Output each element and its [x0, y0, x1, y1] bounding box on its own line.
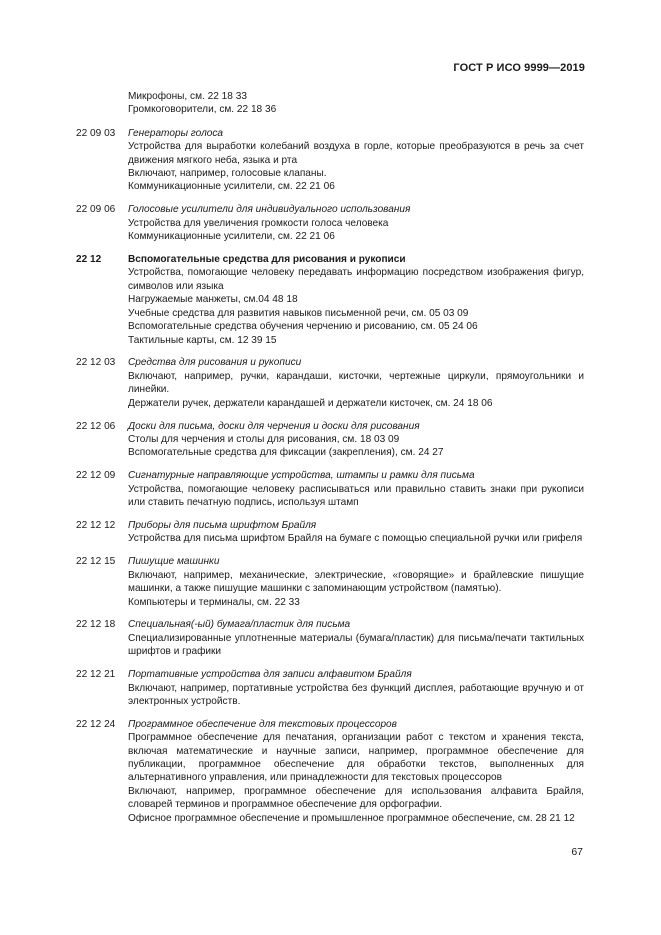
entry-text: Программное обеспечение для печатания, организации работ с текстом и хранения текста, включая математические и научные записи, например, программное обеспечение для публикации, программное обеспечение для обработки текстов, выполненных для альтернативного управления, или принадлежности для текстовых процессоров [128, 732, 584, 784]
continuation-lines [128, 90, 584, 117]
entry-text: Специализированные уплотненные материалы (бумага/пластик) для письма/печати тактильных шрифтов и графики [128, 632, 584, 658]
entry-text: Устройства, помогающие человеку расписываться или правильно ставить знаки при рукописи или ставить печатную подпись, используя штамп [128, 483, 584, 509]
entry-title: Голосовые усилители для индивидуального использования [128, 204, 411, 216]
entry-code: 22 12 15 [76, 556, 116, 568]
section-entry [76, 253, 584, 347]
entry-text: Вспомогательные средства для фиксации (закрепления), см. 24 27 [128, 447, 444, 459]
continuation-entry [76, 90, 584, 117]
document-body [76, 90, 584, 835]
entry-code: 22 12 09 [76, 470, 116, 482]
entry-text: Устройства, помогающие человеку передавать информацию посредством изображения фигур, символов или языка [128, 267, 584, 292]
entry-text: Компьютеры и терминалы, см. 22 33 [128, 596, 300, 608]
entry-code: 22 12 06 [76, 420, 116, 432]
entry-text: Учебные средства для развития навыков письменной речи, см. 05 03 09 [128, 307, 469, 319]
entry-text: Включают, например, портативные устройства без функций дисплея, работающие вручную и от электронных устройств. [128, 682, 584, 707]
entry-title: Генераторы голоса [128, 127, 224, 139]
entry-code: 22 09 03 [76, 127, 116, 139]
entry-code: 22 12 24 [76, 718, 116, 730]
entry-title: Пишущие машинки [128, 556, 220, 568]
entry-text: Включают, например, программное обеспечение для использования алфавита Брайля, словарей терминов и программное обеспечение для орфографии. [128, 785, 584, 811]
entry-code: 22 12 [76, 254, 102, 266]
classification-entry [76, 555, 584, 609]
entry-code: 22 09 06 [76, 204, 116, 216]
entry-title: Программное обеспечение для текстовых процессоров [128, 718, 397, 730]
entry-title: Портативные устройства для записи алфавитом Брайля [128, 669, 412, 681]
classification-entries [76, 127, 584, 825]
entry-text: Включают, например, голосовые клапаны. [128, 168, 327, 180]
entry-text: Столы для черчения и столы для рисования, см. 18 03 09 [128, 433, 400, 445]
entry-code: 22 12 21 [76, 669, 116, 681]
entry-text: Устройства для увеличения громкости голоса человека [128, 217, 389, 229]
entry-text: Вспомогательные средства обучения черчению и рисованию, см. 05 24 06 [128, 321, 478, 333]
classification-entry [76, 356, 584, 410]
classification-entry [76, 718, 584, 825]
entry-text: Держатели ручек, держатели карандашей и держатели кисточек, см. 24 18 06 [128, 397, 493, 409]
classification-entry [76, 618, 584, 658]
classification-entry [76, 127, 584, 194]
entry-text: Включают, например, ручки, карандаши, кисточки, чертежные циркули, прямоугольники и линейки. [128, 370, 584, 396]
entry-code: 22 12 03 [76, 357, 116, 369]
continuation-line: Громкоговорители, см. 22 18 36 [128, 104, 277, 116]
entry-title: Приборы для письма шрифтом Брайля [128, 519, 317, 531]
document-header: ГОСТ Р ИСО 9999—2019 [453, 62, 585, 74]
continuation-line: Микрофоны, см. 22 18 33 [128, 91, 247, 102]
entry-code: 22 12 12 [76, 519, 116, 531]
classification-entry [76, 469, 584, 509]
entry-title: Доски для письма, доски для черчения и доски для рисования [128, 420, 420, 432]
entry-title: Сигнатурные направляющие устройства, штампы и рамки для письма [128, 470, 475, 482]
entry-title: Средства для рисования и рукописи [128, 357, 302, 369]
entry-text: Коммуникационные усилители, см. 22 21 06 [128, 231, 335, 243]
entry-text: Тактильные карты, см. 12 39 15 [128, 334, 277, 346]
classification-entry [76, 668, 584, 708]
page-number: 67 [571, 846, 583, 858]
entry-text: Офисное программное обеспечение и промышленное программное обеспечение, см. 28 21 12 [128, 812, 575, 824]
classification-entry [76, 519, 584, 546]
entry-title: Специальная(-ый) бумага/пластик для письма [128, 619, 351, 631]
classification-entry [76, 203, 584, 243]
entry-code: 22 12 18 [76, 619, 116, 631]
entry-text: Устройства для выработки колебаний воздуха в горле, которые преобразуются в речь за счет движения мягкого неба, языка и рта [128, 141, 584, 166]
entry-title: Вспомогательные средства для рисования и рукописи [128, 254, 406, 266]
entry-text: Устройства для письма шрифтом Брайля на бумаге с помощью специальной ручки или грифеля [128, 533, 583, 545]
entry-text: Коммуникационные усилители, см. 22 21 06 [128, 181, 335, 193]
entry-text: Включают, например, механические, электрические, «говорящие» и брайлевские пишущие машинки, а также пишущие машинки с запоминающим устройством (памятью). [128, 569, 584, 595]
entry-text: Нагружаемые манжеты, см.04 48 18 [128, 294, 298, 306]
classification-entry [76, 420, 584, 460]
